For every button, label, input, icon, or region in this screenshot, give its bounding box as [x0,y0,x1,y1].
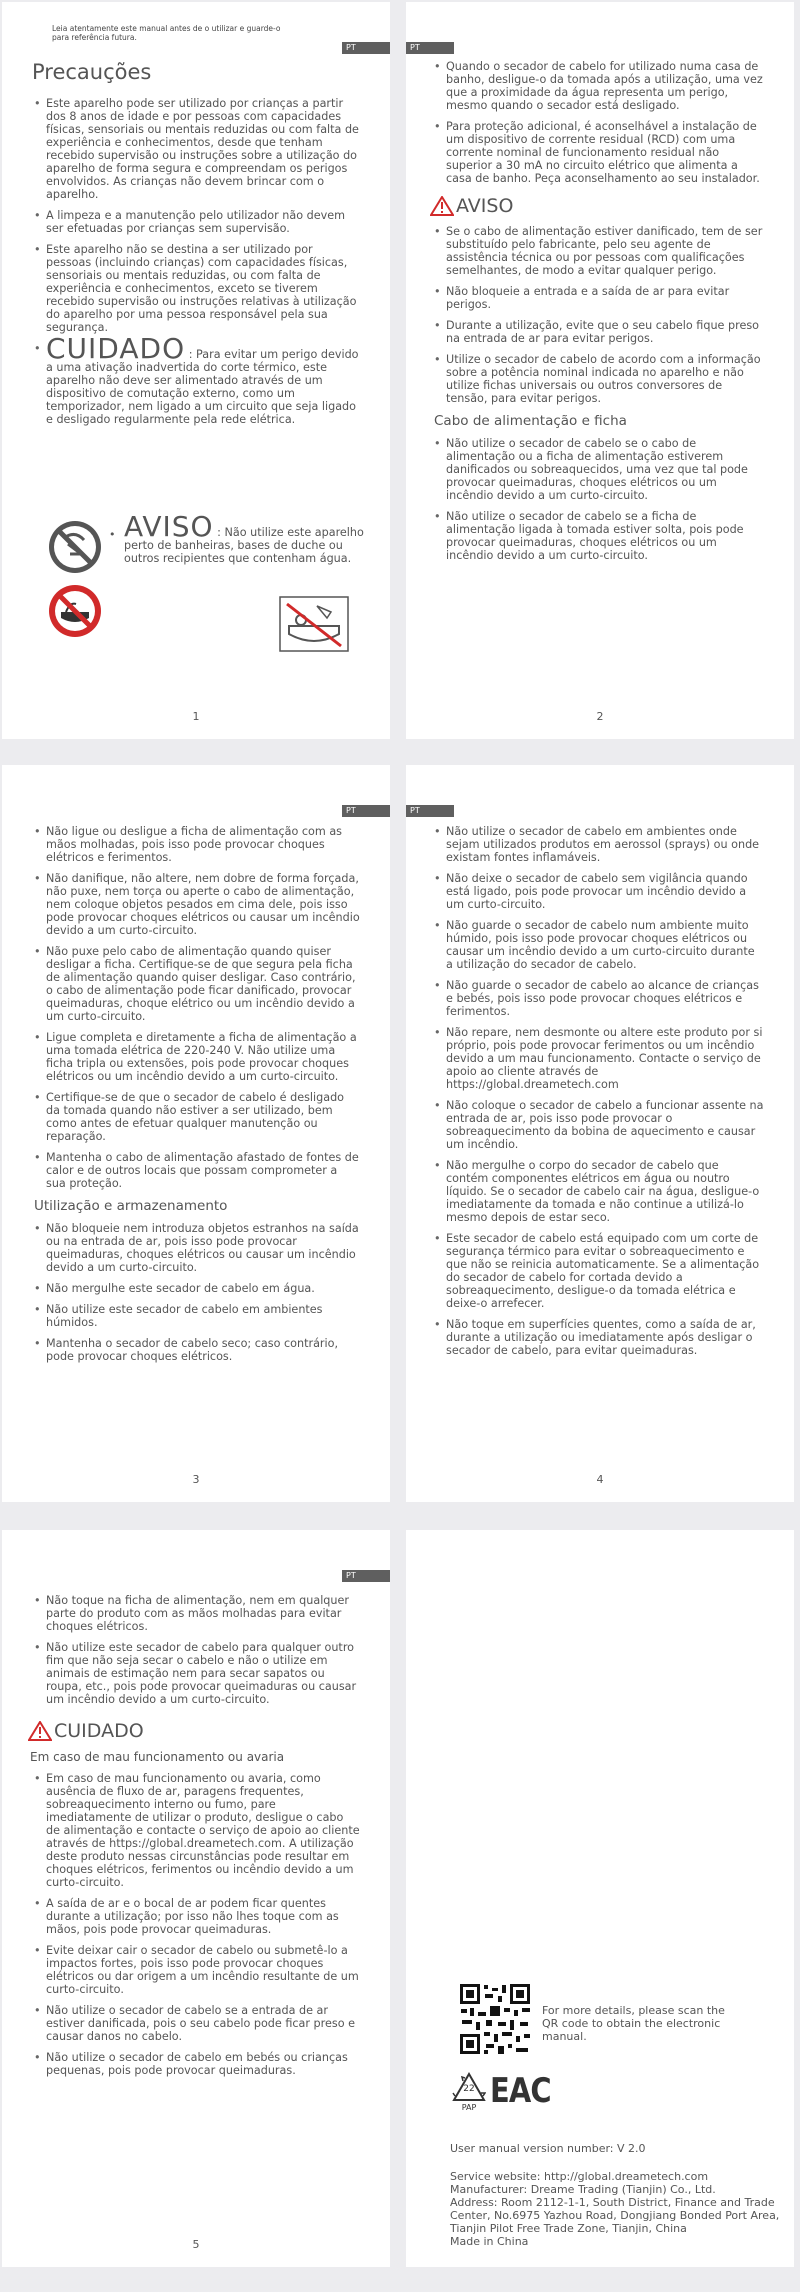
list-item: • Não utilize o secador de cabelo se a entrada de ar estiver danificada, pois o seu cabelo pode ficar preso e causar danos no cabelo. [30,2004,360,2043]
language-tag: PT [342,42,390,54]
list-item: • Durante a utilização, evite que o seu cabelo fique preso na entrada de ar para evitar perigos. [430,319,764,345]
list-item: • Não mergulhe este secador de cabelo em água. [30,1282,360,1295]
warning-list [430,225,764,405]
no-shower-icon [46,518,104,576]
warning-title: AVISO [456,195,514,217]
caution-heading [28,1720,360,1742]
page-2 [406,2,794,739]
manual-version: User manual version number: V 2.0 [450,2142,646,2155]
language-tag: PT [406,42,454,54]
storage-list [30,1222,360,1363]
intro-text: Leia atentamente este manual antes de o utilizar e guarde-o para referência futura. [52,24,281,42]
warning-triangle-icon [28,1721,52,1741]
list-item: • Não utilize este secador de cabelo para qualquer outro fim que não seja secar o cabelo e não o utilize em animais de estimação nem para secar sapatos ou roupa, etc., pois pode provocar queimaduras ou causar um incêndio devido a um curto-circuito. [30,1641,360,1706]
recycling-mark [452,2072,486,2116]
recycling-number: 22 [463,2084,475,2094]
list-item: • Se o cabo de alimentação estiver danificado, tem de ser substituído pelo fabricante, pelo seu agente de assistência técnica ou por pessoas com qualificações semelhantes, de modo a evitar qualquer perigo. [430,225,764,277]
language-tag: PT [342,805,390,817]
list-item: • Não puxe pelo cabo de alimentação quando quiser desligar a ficha. Certifique-se de que segura pela ficha de alimentação quando quiser desligar. Caso contrário, o cabo de alimentação pode ficar danificado, provocar queimaduras, choque elétrico ou um incêndio devido a um curto-circuito. [30,945,360,1023]
warning-triangle-icon [430,196,454,216]
cuidado-text: : Para evitar um perigo devido a uma ativação inadvertida do corte térmico, este aparelho não deve ser alimentado através de um dispositivo de comutação externo, como um temporizador, nem ligado a um circuito que seja ligado e desligado regularmente pela rede elétrica. [46,348,359,426]
made-in: Made in China [450,2235,529,2248]
warning-icons [46,518,106,644]
list-item: • Não utilize o secador de cabelo se o cabo de alimentação ou a ficha de alimentação estiverem danificados ou sobreaquecidos, uma vez que tal pode provocar queimaduras, choques elétricos ou um incêndio devido a um curto-circuito. [430,437,764,502]
list-item: • Para proteção adicional, é aconselhável a instalação de um dispositivo de corrente residual (RCD) com uma corrente nominal de funcionamento residual não superior a 30 mA no circuito elétrico que alimenta a casa de banho. Peça aconselhamento ao seu instalador. [430,120,764,185]
general-list [30,1594,360,1706]
warning-heading [430,195,764,217]
list-item: • Não repare, nem desmonte ou altere este produto por si próprio, pois pode provocar ferimentos ou um incêndio devido a um mau funcionamento. Contacte o serviço de apoio ao cliente através de https://global.dreametech.com [430,1026,764,1091]
list-item: • Não utilize este secador de cabelo em ambientes húmidos. [30,1303,360,1329]
malfunction-list [30,1772,360,2077]
cable-list-continued [30,825,360,1190]
aviso-block [124,510,364,565]
cuidado-word: CUIDADO [46,332,186,365]
list-item: • Evite deixar cair o secador de cabelo ou submetê-lo a impactos fortes, pois isso pode provocar choques elétricos ou dar origem a um incêndio resultante de um curto-circuito. [30,1944,360,1996]
address: Address: Room 2112-1-1, South District, Finance and Trade Center, No.6975 Yazhou Road, Dongjiang Bonded Port Area, Tianjin Pilot Free Trade Zone, Tianjin, China [450,2196,780,2235]
list-item: • Não danifique, não altere, nem dobre de forma forçada, não puxe, nem torça ou aperte o cabo de alimentação, nem coloque objetos pesados em cima dele, pois isso pode provocar choques elétricos ou causar um incêndio devido a um curto-circuito. [30,872,360,937]
qr-instructions: For more details, please scan the QR code to obtain the electronic manual. [542,2004,725,2043]
list-item: • Utilize o secador de cabelo de acordo com a informação sobre a potência nominal indicada no aparelho e não utilize fichas universais ou outros conversores de tensão, para evitar perigos. [430,353,764,405]
usage-list [430,825,764,1357]
list-item: • Não bloqueie a entrada e a saída de ar para evitar perigos. [430,285,764,311]
page-number: 1 [192,710,200,723]
bathroom-list [430,60,764,185]
list-item: • Não guarde o secador de cabelo num ambiente muito húmido, pois isso pode provocar choques elétricos ou causar um incêndio devido a um curto-circuito durante a utilização do secador de cabelo. [430,919,764,971]
list-item: • Ligue completa e diretamente a ficha de alimentação a uma tomada elétrica de 220-240 V. Não utilize uma ficha tripla ou extensões, pois pode provocar choques elétricos ou um incêndio devido a um curto-circuito. [30,1031,360,1083]
cuidado-item [30,332,360,426]
list-item: • Em caso de mau funcionamento ou avaria, como ausência de fluxo de ar, paragens frequentes, sobreaquecimento interno ou fumo, pare imediatamente de utilizar o produto, desligue o cabo de alimentação e contacte o serviço de apoio ao cliente através de https://global.dreametech.com. A utilização deste produto nessas circunstâncias pode resultar em choques elétricos, ferimentos ou incêndio devido a um curto-circuito. [30,1772,360,1889]
eac-mark: EAC [490,2071,551,2111]
list-item: • Não deixe o secador de cabelo sem vigilância quando está ligado, pois pode provocar um incêndio devido a um curto-circuito. [430,872,764,911]
section-subheading: Em caso de mau funcionamento ou avaria [30,1750,285,1764]
no-bathing-dryer-icon [279,596,349,652]
list-item: • Não bloqueie nem introduza objetos estranhos na saída ou na entrada de ar, pois isso pode provocar queimaduras, choques elétricos ou causar um incêndio devido a um curto-circuito. [30,1222,360,1274]
company-info [450,2170,780,2248]
list-item: • Este secador de cabelo está equipado com um corte de segurança térmico para evitar o sobreaquecimento e que não se reinicia automaticamente. Se a alimentação do secador de cabelo for cortada devido a sobreaquecimento, desligue-o da tomada elétrica e deixe-o arrefecer. [430,1232,764,1310]
list-item: • Não utilize o secador de cabelo se a ficha de alimentação ligada à tomada estiver solta, pois pode provocar queimaduras, choques elétricos ou um incêndio devido a um curto-circuito. [430,510,764,562]
page-number: 4 [596,1473,604,1486]
list-item: • Não utilize o secador de cabelo em bebés ou crianças pequenas, pois pode provocar queimaduras. [30,2051,360,2077]
list-item: • Não ligue ou desligue a ficha de alimentação com as mãos molhadas, pois isso pode provocar choques elétricos e ferimentos. [30,825,360,864]
list-item: • Mantenha o secador de cabelo seco; caso contrário, pode provocar choques elétricos. [30,1337,360,1363]
page-number: 5 [192,2238,200,2251]
list-item: • Não toque em superfícies quentes, como a saída de ar, durante a utilização ou imediatamente após desligar o secador de cabelo, para evitar queimaduras. [430,1318,764,1357]
list-item: • Não utilize o secador de cabelo em ambientes onde sejam utilizados produtos em aerossol (sprays) ou onde existam fontes inflamáveis. [430,825,764,864]
aviso-word: AVISO [124,510,214,543]
qr-code [458,1982,532,2056]
page-5 [2,1530,390,2267]
service-website: Service website: http://global.dreametech.com [450,2170,709,2183]
list-item: • Este aparelho não se destina a ser utilizado por pessoas (incluindo crianças) com capacidades físicas, sensoriais ou mentais reduzidas, ou com falta de experiência e conhecimentos, exceto se tiverem recebido supervisão ou instruções relativas à utilização do aparelho por uma pessoa responsável pela sua segurança. [30,243,360,334]
language-tag: PT [342,1570,390,1582]
qr-code-icon [458,1982,532,2056]
page-6 [406,1530,794,2267]
cable-list [430,437,764,562]
page-1: PT Leia atentamente este manual antes de o utilizar e guarde-o para referência futura. Precauções • Este aparelho pode ser utilizado por crianças a partir dos 8 anos de idade e por pessoas com capacidades físicas, sensoriais ou mentais reduzidas ou com falta de experiência e conhecimentos, desde que tenham recebido supervisão ou instruções sobre a utilização do aparelho de forma segura e compreendam os perigos envolvidos. As crianças não devem brincar com o aparelho. • A limpeza e a manutenção pelo utilizador não devem ser efetuadas por crianças sem supervisão. • Este aparelho não se destina a ser utilizado por pessoas (incluindo crianças) com capacidades físicas, sensoriais ou mentais reduzidas, ou com falta de experiência e conhecimentos, exceto se tiverem recebido supervisão ou instruções relativas à utilização do aparelho por uma pessoa responsável pela sua segurança. • CUIDADO : Para evitar um perigo devido a uma ativação inadvertida do corte térmico, este aparelho não deve ser alimentado através de um dispositivo de comutação externo, como um temporizador, nem ligado a um circuito que seja ligado e desligado regularmente pela rede elétrica. • AVISO : Não utilize este aparelho perto de banheiras, bases de duche ou outros recipientes que contenham água. 1 [2,2,390,739]
aviso-text: : Não utilize este aparelho perto de banheiras, bases de duche ou outros recipientes que contenham água. [124,526,364,565]
page-3 [2,765,390,1502]
list-item: • Este aparelho pode ser utilizado por crianças a partir dos 8 anos de idade e por pessoas com capacidades físicas, sensoriais ou mentais reduzidas ou com falta de experiência e conhecimentos, desde que tenham recebido supervisão ou instruções sobre a utilização do aparelho de forma segura e compreendam os perigos envolvidos. As crianças não devem brincar com o aparelho. [30,97,360,201]
page-number: 2 [596,710,604,723]
list-item: • Não toque na ficha de alimentação, nem em qualquer parte do produto com as mãos molhadas para evitar choques elétricos. [30,1594,360,1633]
page-title: Precauções [32,60,152,84]
language-tag: PT [406,805,454,817]
list-item: • Certifique-se de que o secador de cabelo é desligado da tomada quando não estiver a ser utilizado, bem como antes de efetuar qualquer manutenção ou reparação. [30,1091,360,1143]
section-subheading: Cabo de alimentação e ficha [434,413,627,429]
caution-title: CUIDADO [54,1720,144,1742]
list-item: • Não coloque o secador de cabelo a funcionar assente na entrada de ar, pois isso pode provocar o sobreaquecimento da bobina de aquecimento e causar um incêndio. [430,1099,764,1151]
list-item: • Não mergulhe o corpo do secador de cabelo que contém componentes elétricos em água ou noutro líquido. Se o secador de cabelo cair na água, desligue-o imediatamente da tomada e não continue a utilizá-lo mesmo depois de estar seco. [430,1159,764,1224]
precautions-list [30,97,360,434]
list-item: • A limpeza e a manutenção pelo utilizador não devem ser efetuadas por crianças sem supervisão. [30,209,360,235]
manufacturer: Manufacturer: Dreame Trading (Tianjin) Co., Ltd. [450,2183,716,2196]
list-item: • A saída de ar e o bocal de ar podem ficar quentes durante a utilização; por isso não lhes toque com as mãos, pois pode provocar queimaduras. [30,1897,360,1936]
section-subheading: Utilização e armazenamento [34,1198,228,1214]
no-bathtub-icon [46,582,104,640]
recycling-label: PAP [461,2103,477,2112]
list-item: • Mantenha o cabo de alimentação afastado de fontes de calor e de outros locais que possam comprometer a sua proteção. [30,1151,360,1190]
list-item: • Quando o secador de cabelo for utilizado numa casa de banho, desligue-o da tomada após a utilização, uma vez que a proximidade da água representa um perigo, mesmo quando o secador está desligado. [430,60,764,112]
list-item: • Não guarde o secador de cabelo ao alcance de crianças e bebés, pois isso pode provocar choques elétricos e ferimentos. [430,979,764,1018]
page-4 [406,765,794,1502]
page-number: 3 [192,1473,200,1486]
